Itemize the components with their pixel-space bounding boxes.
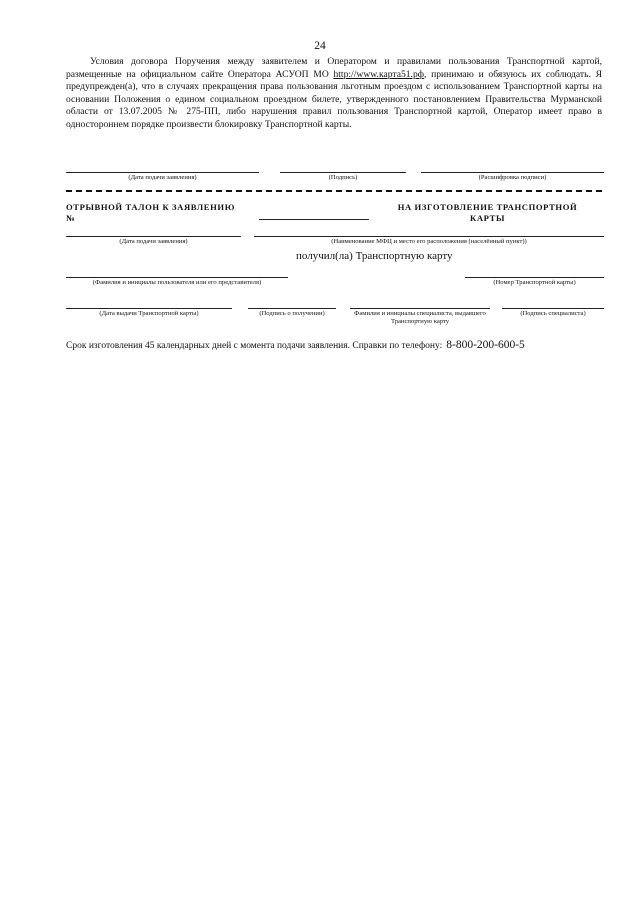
card-number-line	[465, 277, 604, 278]
mfc-caption: (Наименование МФЦ и место его расположения (населённый пункт))	[331, 238, 527, 245]
date-line	[66, 172, 259, 173]
production-terms-text: Срок изготовления 45 календарных дней с момента подачи заявления. Справки по телефону:	[66, 341, 443, 351]
decoding-caption: (Расшифровка подписи)	[478, 174, 547, 181]
coupon-title-line1: ОТРЫВНОЙ ТАЛОН К ЗАЯВЛЕНИЮ	[66, 202, 235, 212]
signature-caption: (Подпись)	[328, 174, 358, 181]
user-name-caption: (Фамилия и инициалы пользователя или его представителя)	[92, 279, 262, 286]
issue-date-caption: (Дата выдачи Транспортной карты)	[99, 310, 199, 317]
decoding-line	[421, 172, 604, 173]
specialist-signature-caption: (Подпись специалиста)	[520, 310, 586, 317]
signature-line	[280, 172, 406, 173]
agreement-text-part1: Условия договора Поручения между заявителем и Оператором и правилами пользования Транспортной картой, размещенные на официальном сайте Оператора АСУОП МО	[66, 56, 602, 80]
card-number-caption: (Номер Транспортной карты)	[493, 279, 576, 286]
submit-date-line	[66, 236, 241, 237]
coupon-title-right-line2: КАРТЫ	[470, 212, 505, 223]
receipt-signature-line	[248, 308, 336, 309]
coupon-title-left	[66, 202, 235, 223]
hotline-phone: 8-800-200-600-5	[446, 339, 525, 351]
submit-date-caption: (Дата подачи заявления)	[119, 238, 188, 245]
specialist-name-line	[350, 308, 490, 309]
coupon-title-right-line1: НА ИЗГОТОВЛЕНИЕ ТРАНСПОРТНОЙ	[397, 202, 578, 212]
coupon-number-sign: №	[66, 212, 76, 223]
specialist-signature-line	[502, 308, 604, 309]
footer-line	[66, 339, 602, 351]
specialist-name-caption: Фамилия и инициалы специалиста, выдавшего Транспортную карту	[354, 310, 486, 325]
issue-date-line	[66, 308, 232, 309]
user-name-line	[66, 277, 288, 278]
agreement-text-part2: , принимаю и обязуюсь их соблюдать. Я предупрежден(а), что в случаях прекращения права пользования льготным проездом с использованием Транспортной карты на основании Положения о едином социальном проездном билете, утвержденного постановлением Правительства Мурманской области от 13.07.2005 № 275-ПП, либо нарушения правил пользования Транспортной картой, Оператор имеет право в одностороннем порядке произвести блокировку Транспортной карты.	[66, 68, 602, 130]
page-number: 24	[314, 40, 326, 52]
coupon-title-right	[385, 202, 590, 223]
receipt-signature-caption: (Подпись о получении)	[259, 310, 325, 317]
tear-off-dashed-line	[66, 190, 602, 192]
application-number-line	[259, 219, 369, 220]
agreement-paragraph	[66, 56, 602, 132]
received-card-text: получил(ла) Транспортную карту	[296, 250, 453, 262]
operator-website-link[interactable]: http://www.карта51.рф	[333, 68, 424, 80]
date-caption: (Дата подачи заявления)	[128, 174, 197, 181]
mfc-line	[254, 236, 604, 237]
